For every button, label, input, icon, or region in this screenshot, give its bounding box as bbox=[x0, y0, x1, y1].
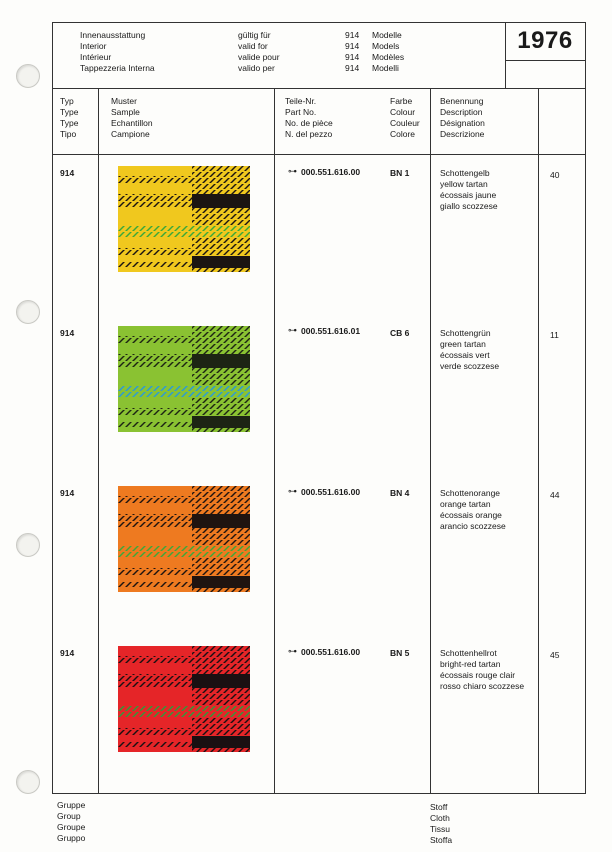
row-type: 914 bbox=[60, 328, 75, 338]
column-header-divider bbox=[52, 154, 586, 155]
header-model-number: 914 914 914 914 bbox=[345, 30, 360, 73]
key-icon: ⊶ bbox=[288, 325, 297, 335]
quantity: 44 bbox=[550, 490, 560, 500]
header-category: Innenausstattung Interior Intérieur Tappezzeria Interna bbox=[80, 30, 155, 73]
row-type: 914 bbox=[60, 488, 75, 498]
part-number bbox=[288, 486, 360, 497]
col-line-4 bbox=[538, 88, 539, 794]
colour-code: CB 6 bbox=[390, 328, 410, 338]
key-icon: ⊶ bbox=[288, 486, 297, 496]
header-valid-for: gültig für valid for valide pour valido per bbox=[238, 30, 280, 73]
col-header-colour: Farbe Colour Couleur Colore bbox=[390, 96, 420, 139]
part-number-value: 000.551.616.01 bbox=[301, 325, 361, 336]
fabric-swatch-yellow-tartan bbox=[118, 166, 250, 272]
part-number bbox=[288, 646, 360, 657]
binder-hole-2 bbox=[16, 300, 40, 324]
footer-cloth: Stoff Cloth Tissu Stoffa bbox=[430, 802, 453, 845]
part-number bbox=[288, 166, 360, 177]
year-label: 1976 bbox=[517, 27, 573, 54]
key-icon: ⊶ bbox=[288, 166, 297, 176]
header-divider bbox=[52, 88, 586, 89]
colour-code: BN 4 bbox=[390, 488, 410, 498]
key-icon: ⊶ bbox=[288, 646, 297, 656]
header-models: Modelle Models Modèles Modelli bbox=[372, 30, 405, 73]
description: Schottenhellrot bright-red tartan écossais rouge clair rosso chiaro scozzese bbox=[440, 648, 525, 691]
part-number-value: 000.551.616.00 bbox=[301, 646, 361, 657]
part-number-value: 000.551.616.00 bbox=[301, 486, 361, 497]
col-line-1 bbox=[98, 88, 99, 794]
footer-group: Gruppe Group Groupe Gruppo bbox=[57, 800, 86, 843]
fabric-swatch-green-tartan bbox=[118, 326, 250, 432]
row-type: 914 bbox=[60, 168, 75, 178]
year-box-underline bbox=[505, 60, 586, 61]
part-number-value: 000.551.616.00 bbox=[301, 166, 361, 177]
part-number bbox=[288, 325, 360, 336]
col-header-type: Typ Type Type Tipo bbox=[60, 96, 79, 139]
col-line-2 bbox=[274, 88, 275, 794]
col-header-sample: Muster Sample Echantillon Campione bbox=[111, 96, 153, 139]
quantity: 45 bbox=[550, 650, 560, 660]
quantity: 40 bbox=[550, 170, 560, 180]
col-header-designation: Benennung Description Désignation Descrizione bbox=[440, 96, 485, 139]
binder-hole-4 bbox=[16, 770, 40, 794]
colour-code: BN 1 bbox=[390, 168, 410, 178]
binder-hole-3 bbox=[16, 533, 40, 557]
col-header-part-no: Teile-Nr. Part No. No. de pièce N. del pezzo bbox=[285, 96, 333, 139]
fabric-swatch-orange-tartan bbox=[118, 486, 250, 592]
quantity: 11 bbox=[550, 330, 559, 340]
description: Schottengrün green tartan écossais vert verde scozzese bbox=[440, 328, 500, 371]
col-line-3 bbox=[430, 88, 431, 794]
description: Schottengelb yellow tartan écossais jaune giallo scozzese bbox=[440, 168, 498, 211]
binder-hole-1 bbox=[16, 64, 40, 88]
row-type: 914 bbox=[60, 648, 75, 658]
fabric-swatch-bright-red-tartan bbox=[118, 646, 250, 752]
description: Schottenorange orange tartan écossais orange arancio scozzese bbox=[440, 488, 506, 531]
colour-code: BN 5 bbox=[390, 648, 410, 658]
